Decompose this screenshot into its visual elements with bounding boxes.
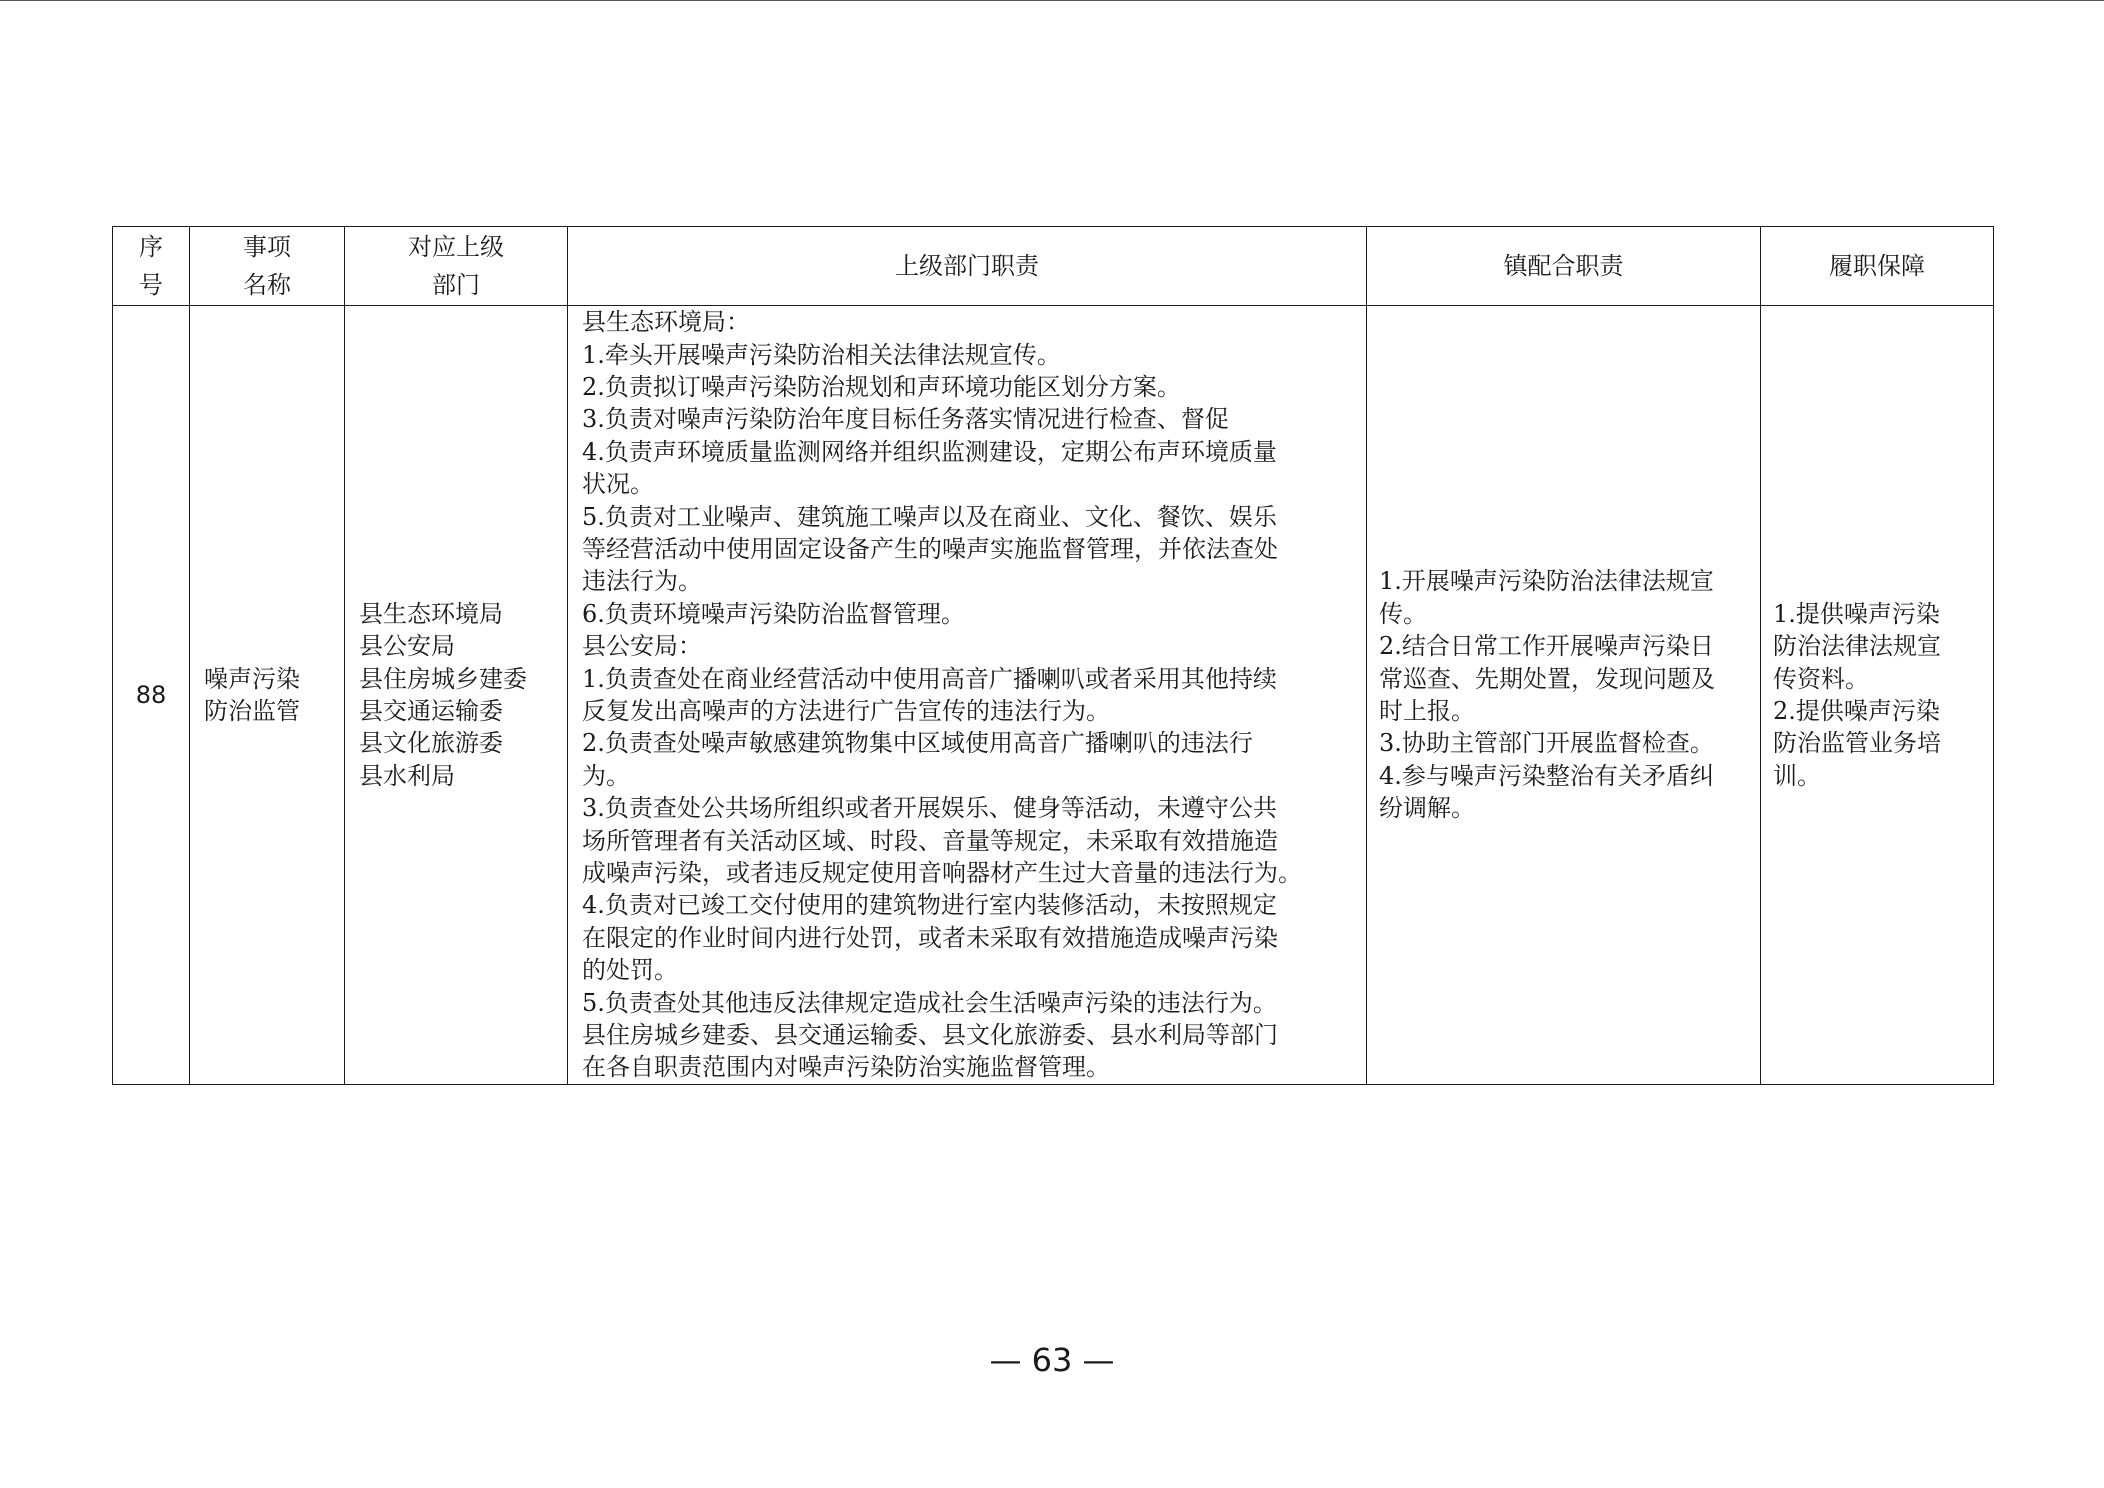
header-seq (113, 227, 190, 306)
upper-duty-line: 2.负责拟订噪声污染防治规划和声环境功能区划分方案。 (582, 372, 1181, 401)
item-name-line: 噪声污染 (204, 664, 300, 693)
item-name-line: 防治监管 (204, 697, 300, 725)
upper-duty-line: 违法行为。 (582, 567, 702, 596)
upper-duty-line: 5.负责对工业噪声、建筑施工噪声以及在商业、文化、餐饮、娱乐 (582, 502, 1277, 531)
header-dept (345, 227, 568, 306)
dept-item: 县公安局 (359, 632, 455, 661)
row-depts (345, 306, 568, 1085)
upper-duty-line: 成噪声污染，或者违反规定使用音响器材产生过大音量的违法行为。 (582, 859, 1302, 888)
row-item-name (190, 306, 345, 1085)
town-duty-line: 传。 (1379, 599, 1427, 628)
town-duty-line: 4.参与噪声污染整治有关矛盾纠 (1379, 761, 1714, 790)
table-row (113, 306, 1994, 1085)
duty-table (112, 226, 1994, 1085)
town-duty-line: 2.结合日常工作开展噪声污染日 (1379, 632, 1714, 661)
header-seq-line-2: 号 (139, 271, 163, 299)
upper-duty-line: 的处罚。 (582, 956, 678, 985)
upper-duty-line: 等经营活动中使用固定设备产生的噪声实施监督管理，并依法查处 (582, 534, 1278, 563)
upper-duty-line: 县住房城乡建委、县交通运输委、县文化旅游委、县水利局等部门 (582, 1021, 1278, 1050)
row-guarantee (1761, 306, 1994, 1085)
town-duty-line: 常巡查、先期处置，发现问题及 (1379, 664, 1715, 693)
upper-duty-line: 在各自职责范围内对噪声污染防治实施监督管理。 (582, 1053, 1110, 1082)
town-duty-line: 纷调解。 (1379, 794, 1475, 823)
guarantee-line: 防治法律法规宣 (1773, 632, 1941, 661)
header-upper-duty: 上级部门职责 (568, 227, 1367, 306)
dept-item: 县生态环境局 (359, 599, 503, 628)
row-upper-duty (568, 306, 1367, 1085)
upper-duty-line: 4.负责声环境质量监测网络并组织监测建设，定期公布声环境质量 (582, 437, 1277, 466)
upper-duty-line: 3.负责对噪声污染防治年度目标任务落实情况进行检查、督促 (582, 405, 1229, 434)
header-row (113, 227, 1994, 306)
upper-duty-line: 1.负责查处在商业经营活动中使用高音广播喇叭或者采用其他持续 (582, 664, 1277, 693)
top-border-rule (0, 0, 2104, 1)
guarantee-line: 训。 (1773, 761, 1821, 790)
header-seq-line-1: 序 (139, 233, 163, 261)
header-guarantee: 履职保障 (1761, 227, 1994, 306)
upper-duty-line: 为。 (582, 761, 630, 790)
header-item-name (190, 227, 345, 306)
header-item-name-line-1: 事项 (243, 233, 291, 261)
upper-duty-line: 1.牵头开展噪声污染防治相关法律法规宣传。 (582, 340, 1061, 369)
upper-duty-line: 县公安局： (582, 632, 702, 661)
town-duty-line: 3.协助主管部门开展监督检查。 (1379, 729, 1714, 758)
upper-duty-line: 4.负责对已竣工交付使用的建筑物进行室内装修活动，未按照规定 (582, 891, 1277, 920)
header-dept-line-2: 部门 (432, 271, 480, 299)
guarantee-line: 传资料。 (1773, 664, 1869, 693)
dept-item: 县水利局 (359, 761, 455, 790)
guarantee-line: 防治监管业务培 (1773, 729, 1941, 758)
upper-duty-line: 在限定的作业时间内进行处罚，或者未采取有效措施造成噪声污染 (582, 923, 1278, 952)
upper-duty-line: 场所管理者有关活动区域、时段、音量等规定，未采取有效措施造 (582, 826, 1278, 855)
upper-duty-line: 反复发出高噪声的方法进行广告宣传的违法行为。 (582, 697, 1110, 725)
upper-duty-line: 3.负责查处公共场所组织或者开展娱乐、健身等活动，未遵守公共 (582, 794, 1277, 823)
town-duty-line: 时上报。 (1379, 697, 1475, 725)
town-duty-line: 1.开展噪声污染防治法律法规宣 (1379, 567, 1714, 596)
header-town-duty: 镇配合职责 (1367, 227, 1761, 306)
header-dept-line-1: 对应上级 (408, 233, 504, 261)
upper-duty-line: 5.负责查处其他违反法律规定造成社会生活噪声污染的违法行为。 (582, 988, 1277, 1017)
page-number: — 63 — (989, 1341, 1115, 1379)
dept-item: 县住房城乡建委 (359, 664, 527, 693)
header-item-name-line-2: 名称 (243, 271, 291, 299)
guarantee-line: 2.提供噪声污染 (1773, 697, 1940, 725)
dept-item: 县文化旅游委 (359, 729, 503, 758)
upper-duty-line: 县生态环境局： (582, 308, 750, 337)
row-seq: 88 (113, 306, 190, 1085)
dept-item: 县交通运输委 (359, 697, 503, 725)
upper-duty-line: 状况。 (582, 470, 654, 499)
upper-duty-line: 6.负责环境噪声污染防治监督管理。 (582, 599, 965, 628)
row-town-duty (1367, 306, 1761, 1085)
upper-duty-line: 2.负责查处噪声敏感建筑物集中区域使用高音广播喇叭的违法行 (582, 729, 1253, 758)
guarantee-line: 1.提供噪声污染 (1773, 599, 1940, 628)
